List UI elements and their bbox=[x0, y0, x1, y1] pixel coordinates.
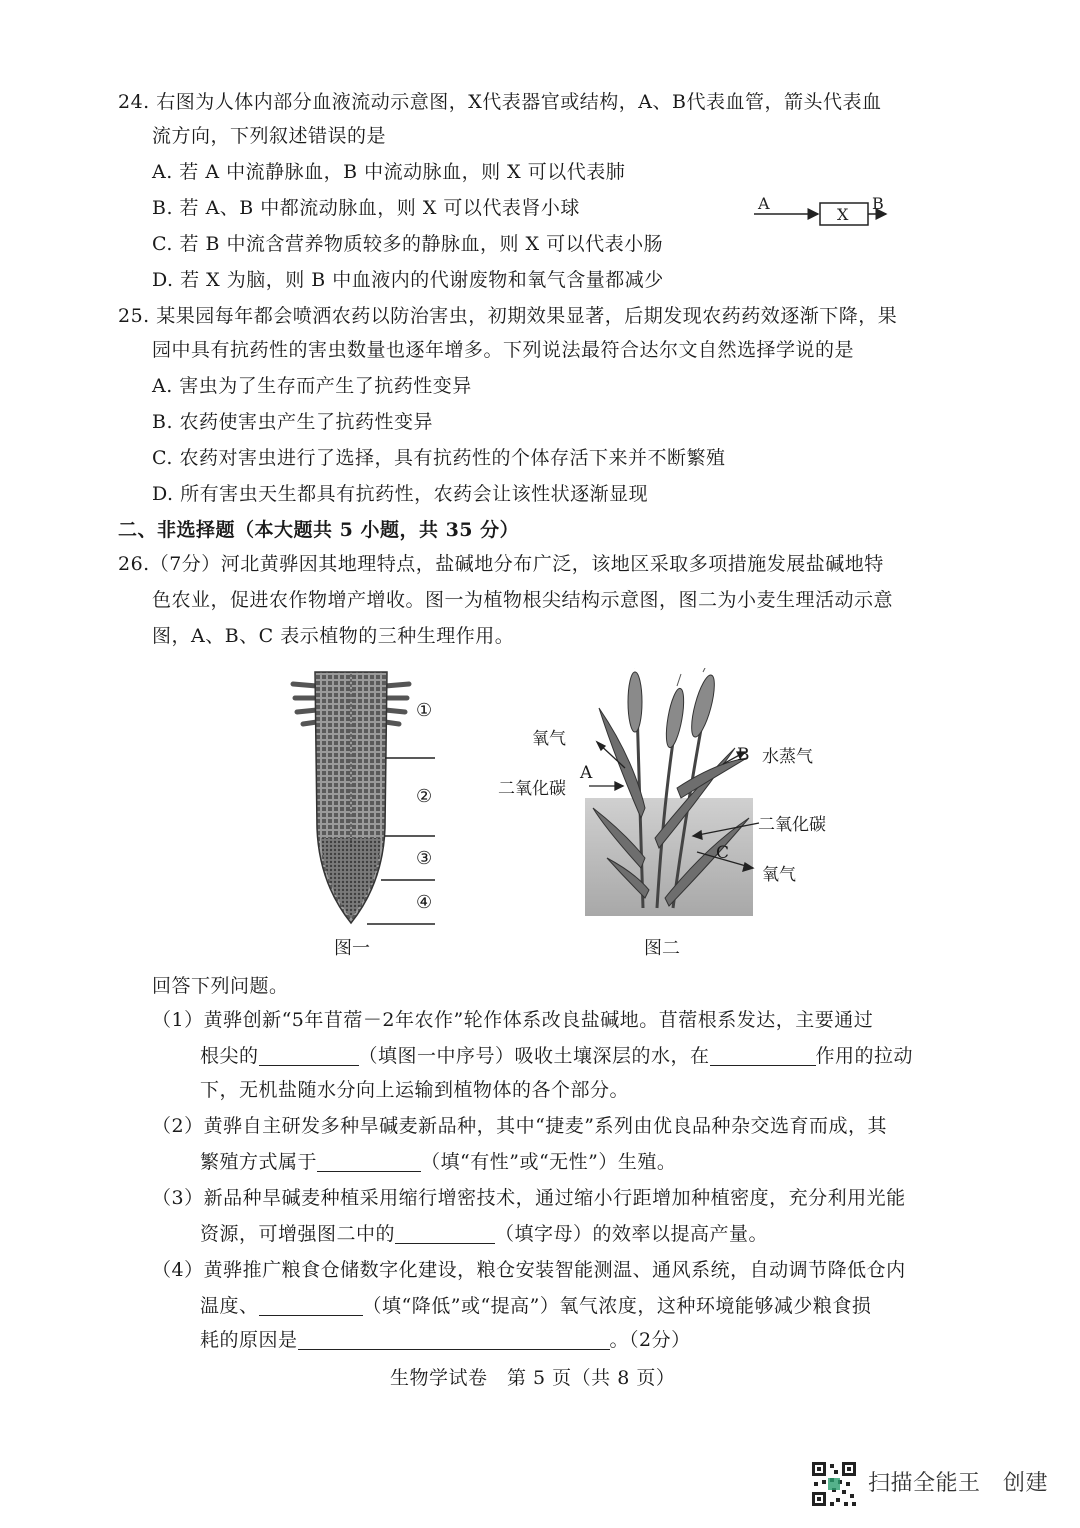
q26-part4-text-a: 温度、 bbox=[200, 1295, 259, 1317]
fig1-label-3: ③ bbox=[416, 848, 433, 869]
q26-stem-line3: 图，A、B、C 表示植物的三种生理作用。 bbox=[152, 625, 515, 647]
q26-part3-line1: （3）新品种旱碱麦种植采用缩行增密技术，通过缩小行距增加种植密度，充分利用光能 bbox=[152, 1187, 906, 1209]
q26-part4-line3 bbox=[200, 1326, 691, 1354]
blood-flow-diagram bbox=[750, 192, 890, 232]
q24-option-c: C. 若 B 中流含营养物质较多的静脉血，则 X 可以代表小肠 bbox=[152, 233, 664, 255]
fig2-oxygen-bottom: 氧气 bbox=[762, 865, 796, 885]
q25-option-c: C. 农药对害虫进行了选择，具有抗药性的个体存活下来并不断繁殖 bbox=[152, 447, 726, 469]
q26-part1-line3: 下，无机盐随水分向上运输到植物体的各个部分。 bbox=[200, 1079, 630, 1101]
q26-part1-text-a: 根尖的 bbox=[200, 1045, 259, 1067]
q26-part3-text-b: （填字母）的效率以提高产量。 bbox=[495, 1223, 769, 1245]
page-footer: 生物学试卷 第 5 页（共 8 页） bbox=[390, 1367, 676, 1389]
fig2-co2-right: 二氧化碳 bbox=[758, 815, 826, 835]
figure1-root-tip bbox=[285, 668, 460, 933]
diagram-label-a: A bbox=[758, 194, 770, 213]
answer-blank-1[interactable] bbox=[259, 1043, 359, 1066]
q25-stem-line1: 25. 某果园每年都会喷洒农药以防治害虫，初期效果显著，后期发现农药药效逐渐下降，果 bbox=[118, 305, 898, 327]
figure2-wheat bbox=[585, 668, 760, 923]
q24-option-d: D. 若 X 为脑，则 B 中血液内的代谢废物和氧气含量都减少 bbox=[152, 269, 664, 291]
q26-part3-text-a: 资源，可增强图二中的 bbox=[200, 1223, 396, 1245]
answer-blank-5[interactable] bbox=[259, 1293, 363, 1316]
q26-part1-text-b: （填图一中序号）吸收土壤深层的水，在 bbox=[358, 1045, 710, 1067]
q26-stem-line2: 色农业，促进农作物增产增收。图一为植物根尖结构示意图，图二为小麦生理活动示意 bbox=[152, 589, 894, 611]
q26-part4-text-c: 耗的原因是 bbox=[200, 1329, 298, 1351]
section-2-heading: 二、非选择题（本大题共 5 小题，共 35 分） bbox=[118, 519, 520, 541]
qr-code-icon bbox=[810, 1460, 858, 1508]
q26-stem-line1: 26.（7分）河北黄骅因其地理特点，盐碱地分布广泛，该地区采取多项措施发展盐碱地特 bbox=[118, 553, 884, 575]
q26-part2-text-a: 繁殖方式属于 bbox=[200, 1151, 318, 1173]
fig2-label-a: A bbox=[580, 763, 593, 783]
q26-part1-line1: （1）黄骅创新“5年苜蓿－2年农作”轮作体系改良盐碱地。苜蓿根系发达，主要通过 bbox=[152, 1009, 874, 1031]
fig2-label-b: B bbox=[737, 745, 750, 765]
diagram-label-x: X bbox=[837, 205, 849, 224]
q24-stem-line2: 流方向，下列叙述错误的是 bbox=[152, 125, 387, 147]
q26-part4-text-b: （填“降低”或“提高”）氧气浓度，这种环境能够减少粮食损 bbox=[362, 1295, 872, 1317]
fig1-label-1: ① bbox=[416, 700, 433, 721]
q25-option-a: A. 害虫为了生存而产生了抗药性变异 bbox=[152, 375, 472, 397]
q25-stem-line2: 园中具有抗药性的害虫数量也逐年增多。下列说法最符合达尔文自然选择学说的是 bbox=[152, 339, 855, 361]
q26-part4-text-d: 。（2分） bbox=[609, 1329, 691, 1351]
q26-part4-line1: （4）黄骅推广粮食仓储数字化建设，粮仓安装智能测温、通风系统，自动调节降低仓内 bbox=[152, 1259, 906, 1281]
answer-blank-3[interactable] bbox=[317, 1149, 421, 1172]
q25-option-d: D. 所有害虫天生都具有抗药性，农药会让该性状逐渐显现 bbox=[152, 483, 649, 505]
q24-stem-line1: 24. 右图为人体内部分血液流动示意图，X代表器官或结构，A、B代表血管，箭头代表血 bbox=[118, 91, 882, 113]
answer-blank-6[interactable] bbox=[298, 1327, 610, 1350]
q26-part4-line2 bbox=[200, 1292, 871, 1320]
q26-part2-text-b: （填“有性”或“无性”）生殖。 bbox=[421, 1151, 677, 1173]
answer-blank-4[interactable] bbox=[395, 1221, 495, 1244]
fig2-caption: 图二 bbox=[644, 938, 680, 959]
fig1-caption: 图一 bbox=[334, 938, 370, 959]
q26-part3-line2 bbox=[200, 1220, 768, 1248]
answer-intro: 回答下列问题。 bbox=[152, 975, 289, 997]
fig2-co2-left: 二氧化碳 bbox=[498, 779, 566, 799]
q26-part2-line1: （2）黄骅自主研发多种旱碱麦新品种，其中“捷麦”系列由优良品种杂交选育而成，其 bbox=[152, 1115, 888, 1137]
fig2-water-vapor: 水蒸气 bbox=[762, 747, 813, 767]
q26-part2-line2 bbox=[200, 1148, 676, 1176]
fig2-oxygen-top: 氧气 bbox=[532, 729, 566, 749]
fig1-label-4: ④ bbox=[416, 892, 433, 913]
q26-part1-text-c: 作用的拉动 bbox=[815, 1045, 914, 1067]
diagram-label-b: B bbox=[872, 194, 884, 213]
answer-blank-2[interactable] bbox=[710, 1043, 816, 1066]
q24-option-a: A. 若 A 中流静脉血，B 中流动脉血，则 X 可以代表肺 bbox=[152, 161, 626, 183]
fig2-label-c: C bbox=[716, 843, 730, 863]
fig1-label-2: ② bbox=[416, 786, 433, 807]
watermark-text: 扫描全能王 创建 bbox=[868, 1471, 1049, 1496]
q24-option-b: B. 若 A、B 中都流动脉血，则 X 可以代表肾小球 bbox=[152, 197, 580, 219]
q26-part1-line2 bbox=[200, 1042, 913, 1070]
q25-option-b: B. 农药使害虫产生了抗药性变异 bbox=[152, 411, 434, 433]
